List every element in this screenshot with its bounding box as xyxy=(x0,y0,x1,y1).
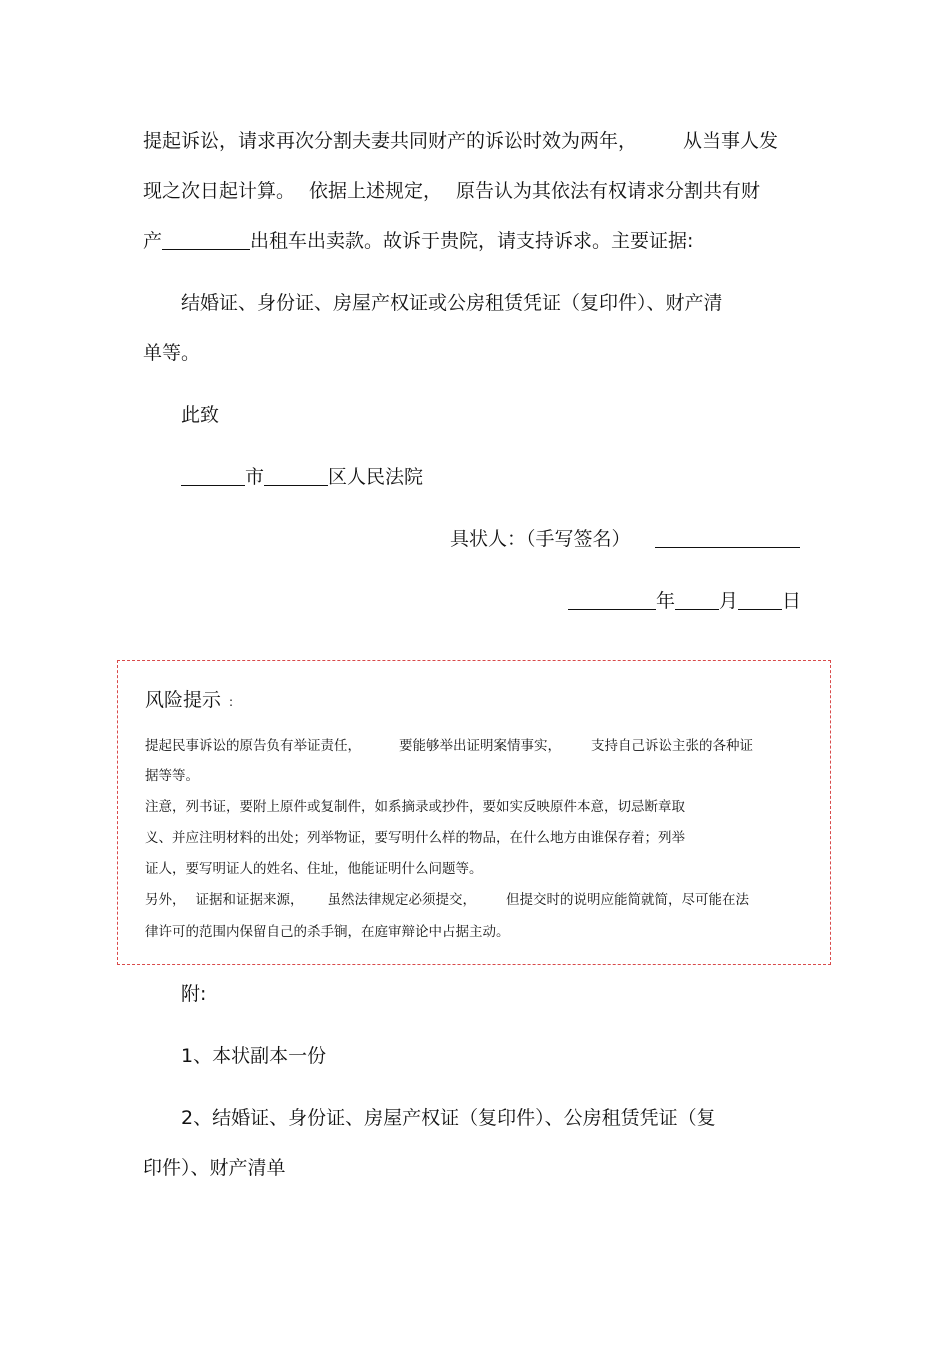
year-blank[interactable] xyxy=(568,589,656,610)
day-label: 日 xyxy=(782,590,802,612)
body-line xyxy=(143,178,760,204)
salutation: 此致 xyxy=(181,404,220,426)
day-blank[interactable] xyxy=(738,589,782,610)
risk-text: 另外， xyxy=(145,892,186,908)
court-district-label: 区人民法院 xyxy=(328,466,424,488)
risk-title xyxy=(145,687,233,715)
risk-warning-box xyxy=(117,660,831,965)
risk-text: 虽然法律规定必须提交， xyxy=(327,892,476,908)
attachment-item-2-cont: 印件）、财产清单 xyxy=(143,1157,286,1179)
risk-text: 证据和证据来源， xyxy=(195,892,304,908)
body-text: 现之次日起计算。 xyxy=(143,180,296,202)
month-label: 月 xyxy=(719,590,739,612)
body-text: 原告认为其依法有权请求分割共有财 xyxy=(456,180,761,202)
body-text: 提起诉讼，请求再次分割夫妻共同财产的诉讼时效为两年， xyxy=(143,130,638,152)
risk-text: 支持自己诉讼主张的各种证 xyxy=(591,738,753,754)
risk-text: 注意，列书证，要附上原件或复制件，如系摘录或抄件，要如实反映原件本意，切忌断章取 xyxy=(145,799,685,815)
risk-line xyxy=(145,923,510,941)
city-blank[interactable] xyxy=(181,465,245,486)
court-line xyxy=(181,464,423,490)
risk-text: 律许可的范围内保留自己的杀手锏，在庭审辩论中占据主动。 xyxy=(145,924,510,940)
date-line xyxy=(568,588,801,614)
fill-in-blank[interactable] xyxy=(162,229,250,250)
risk-text: 要能够举出证明案情事实， xyxy=(399,738,561,754)
body-line xyxy=(143,128,778,154)
year-label: 年 xyxy=(656,590,676,612)
signature-line xyxy=(450,526,800,552)
body-text: 出租车出卖款。故诉于贵院，请支持诉求。主要证据: xyxy=(250,230,694,252)
signature-blank[interactable] xyxy=(655,527,800,548)
risk-text: 证人，要写明证人的姓名、住址，他能证明什么问题等。 xyxy=(145,861,483,877)
body-text: 产 xyxy=(143,230,163,252)
risk-text: 义、并应注明材料的出处；列举物证，要写明什么样的物品，在什么地方由谁保存着；列举 xyxy=(145,830,685,846)
evidence-line: 结婚证、身份证、房屋产权证或公房租赁凭证（复印件）、财产清 xyxy=(181,292,723,314)
risk-line xyxy=(145,860,483,878)
body-line xyxy=(143,228,693,254)
month-blank[interactable] xyxy=(675,589,719,610)
body-text: 从当事人发 xyxy=(683,130,779,152)
risk-text: 提起民事诉讼的原告负有举证责任， xyxy=(145,738,361,754)
evidence-line: 单等。 xyxy=(143,342,201,364)
risk-title-text: 风险提示 xyxy=(145,689,222,711)
risk-text: 但提交时的说明应能简就简，尽可能在法 xyxy=(506,892,749,908)
signature-label: 具状人：（手写签名） xyxy=(450,528,631,550)
risk-line xyxy=(145,798,685,816)
attachments-heading: 附: xyxy=(181,983,207,1005)
court-city-label: 市 xyxy=(245,466,265,488)
risk-title-colon: : xyxy=(229,695,234,709)
risk-line xyxy=(145,737,753,755)
risk-text: 据等等。 xyxy=(145,768,199,784)
risk-line xyxy=(145,829,685,847)
district-blank[interactable] xyxy=(264,465,328,486)
attachment-item-2: 2、结婚证、身份证、房屋产权证（复印件）、公房租赁凭证（复 xyxy=(181,1107,716,1129)
risk-line xyxy=(145,891,749,909)
attachment-item-1: 1、本状副本一份 xyxy=(181,1045,327,1067)
body-text: 依据上述规定， xyxy=(309,180,443,202)
risk-line xyxy=(145,767,199,785)
